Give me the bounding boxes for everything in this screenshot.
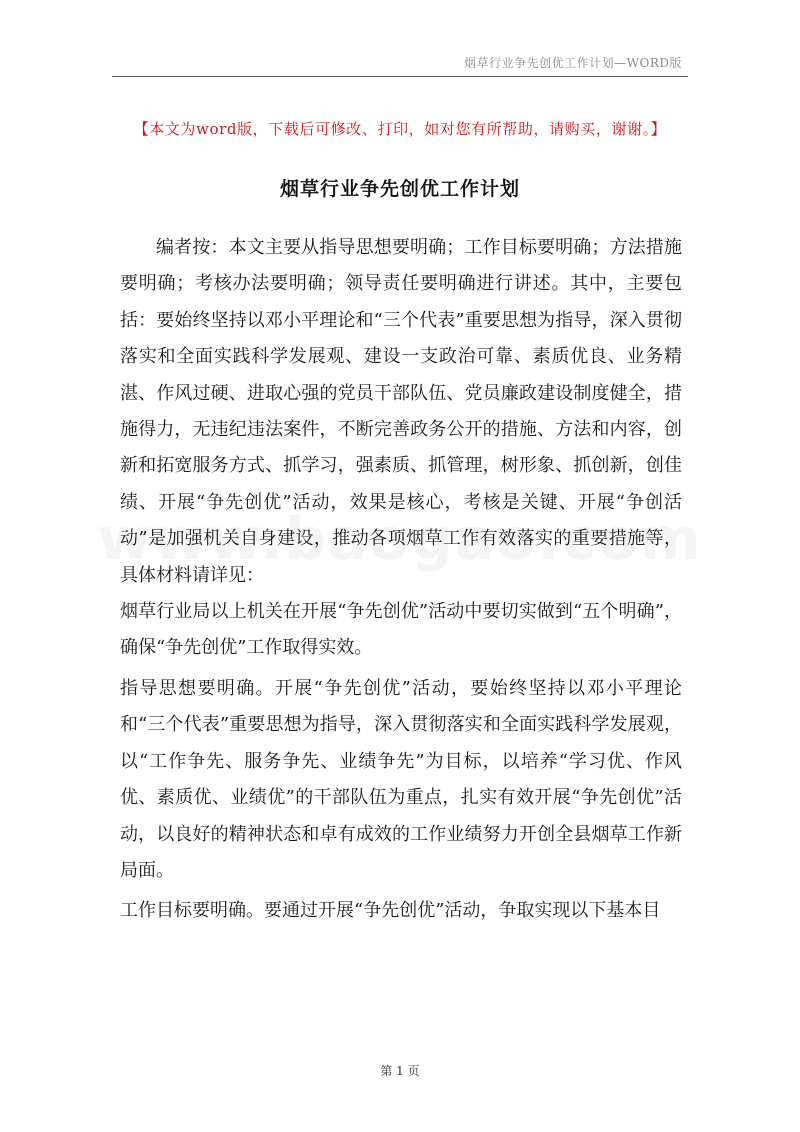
editor-note-paragraph: 编者按：本文主要从指导思想要明确；工作目标要明确；方法措施要明确；考核办法要明确；领导责任要明确进行讲述。其中，主要包括：要始终坚持以邓小平理论和“三个代表”重要思想为指导，深入贯彻落实和全面实践科学发展观、建设一支政治可靠、素质优良、业务精湛、作风过硬、进取心强的党员干部队伍、党员廉政建设制度健全，措施得力，无违纪违法案件，不断完善政务公开的措施、方法和内容，创新和拓宽服务方式、抓学习，强素质、抓管理，树形象、抓创新，创佳绩、开展“争先创优”活动，效果是核心，考核是关键、开展“争创活动”是加强机关自身建设，推动各项烟草工作有效落实的重要措施等，具体材料请详见： [120, 237, 682, 586]
body-paragraph: 工作目标要明确。要通过开展“争先创优”活动，争取实现以下基本目 [120, 900, 661, 922]
document-body [120, 230, 682, 930]
purchase-notice: 【本文为word版，下载后可修改、打印，如对您有所帮助，请购买，谢谢。】 [133, 120, 667, 138]
body-paragraph: 烟草行业局以上机关在开展“争先创优”活动中要切实做到“五个明确”，确保“争先创优”工作取得实效。 [120, 601, 682, 659]
body-paragraph: 指导思想要明确。开展“争先创优”活动，要始终坚持以邓小平理论和“三个代表”重要思想为指导，深入贯彻落实和全面实践科学发展观，以“工作争先、服务争先、业绩争先”为目标，以培养“学习优、作风优、素质优、业绩优”的干部队伍为重点，扎实有效开展“争先创优”活动，以良好的精神状态和卓有成效的工作业绩努力开创全县烟草工作新局面。 [120, 677, 682, 881]
document-title: 烟草行业争先创优工作计划 [279, 178, 520, 200]
page-number: 第 1 页 [380, 1064, 420, 1078]
header-divider [112, 76, 688, 77]
header-title: 烟草行业争先创优工作计划—WORD版 [464, 56, 682, 70]
